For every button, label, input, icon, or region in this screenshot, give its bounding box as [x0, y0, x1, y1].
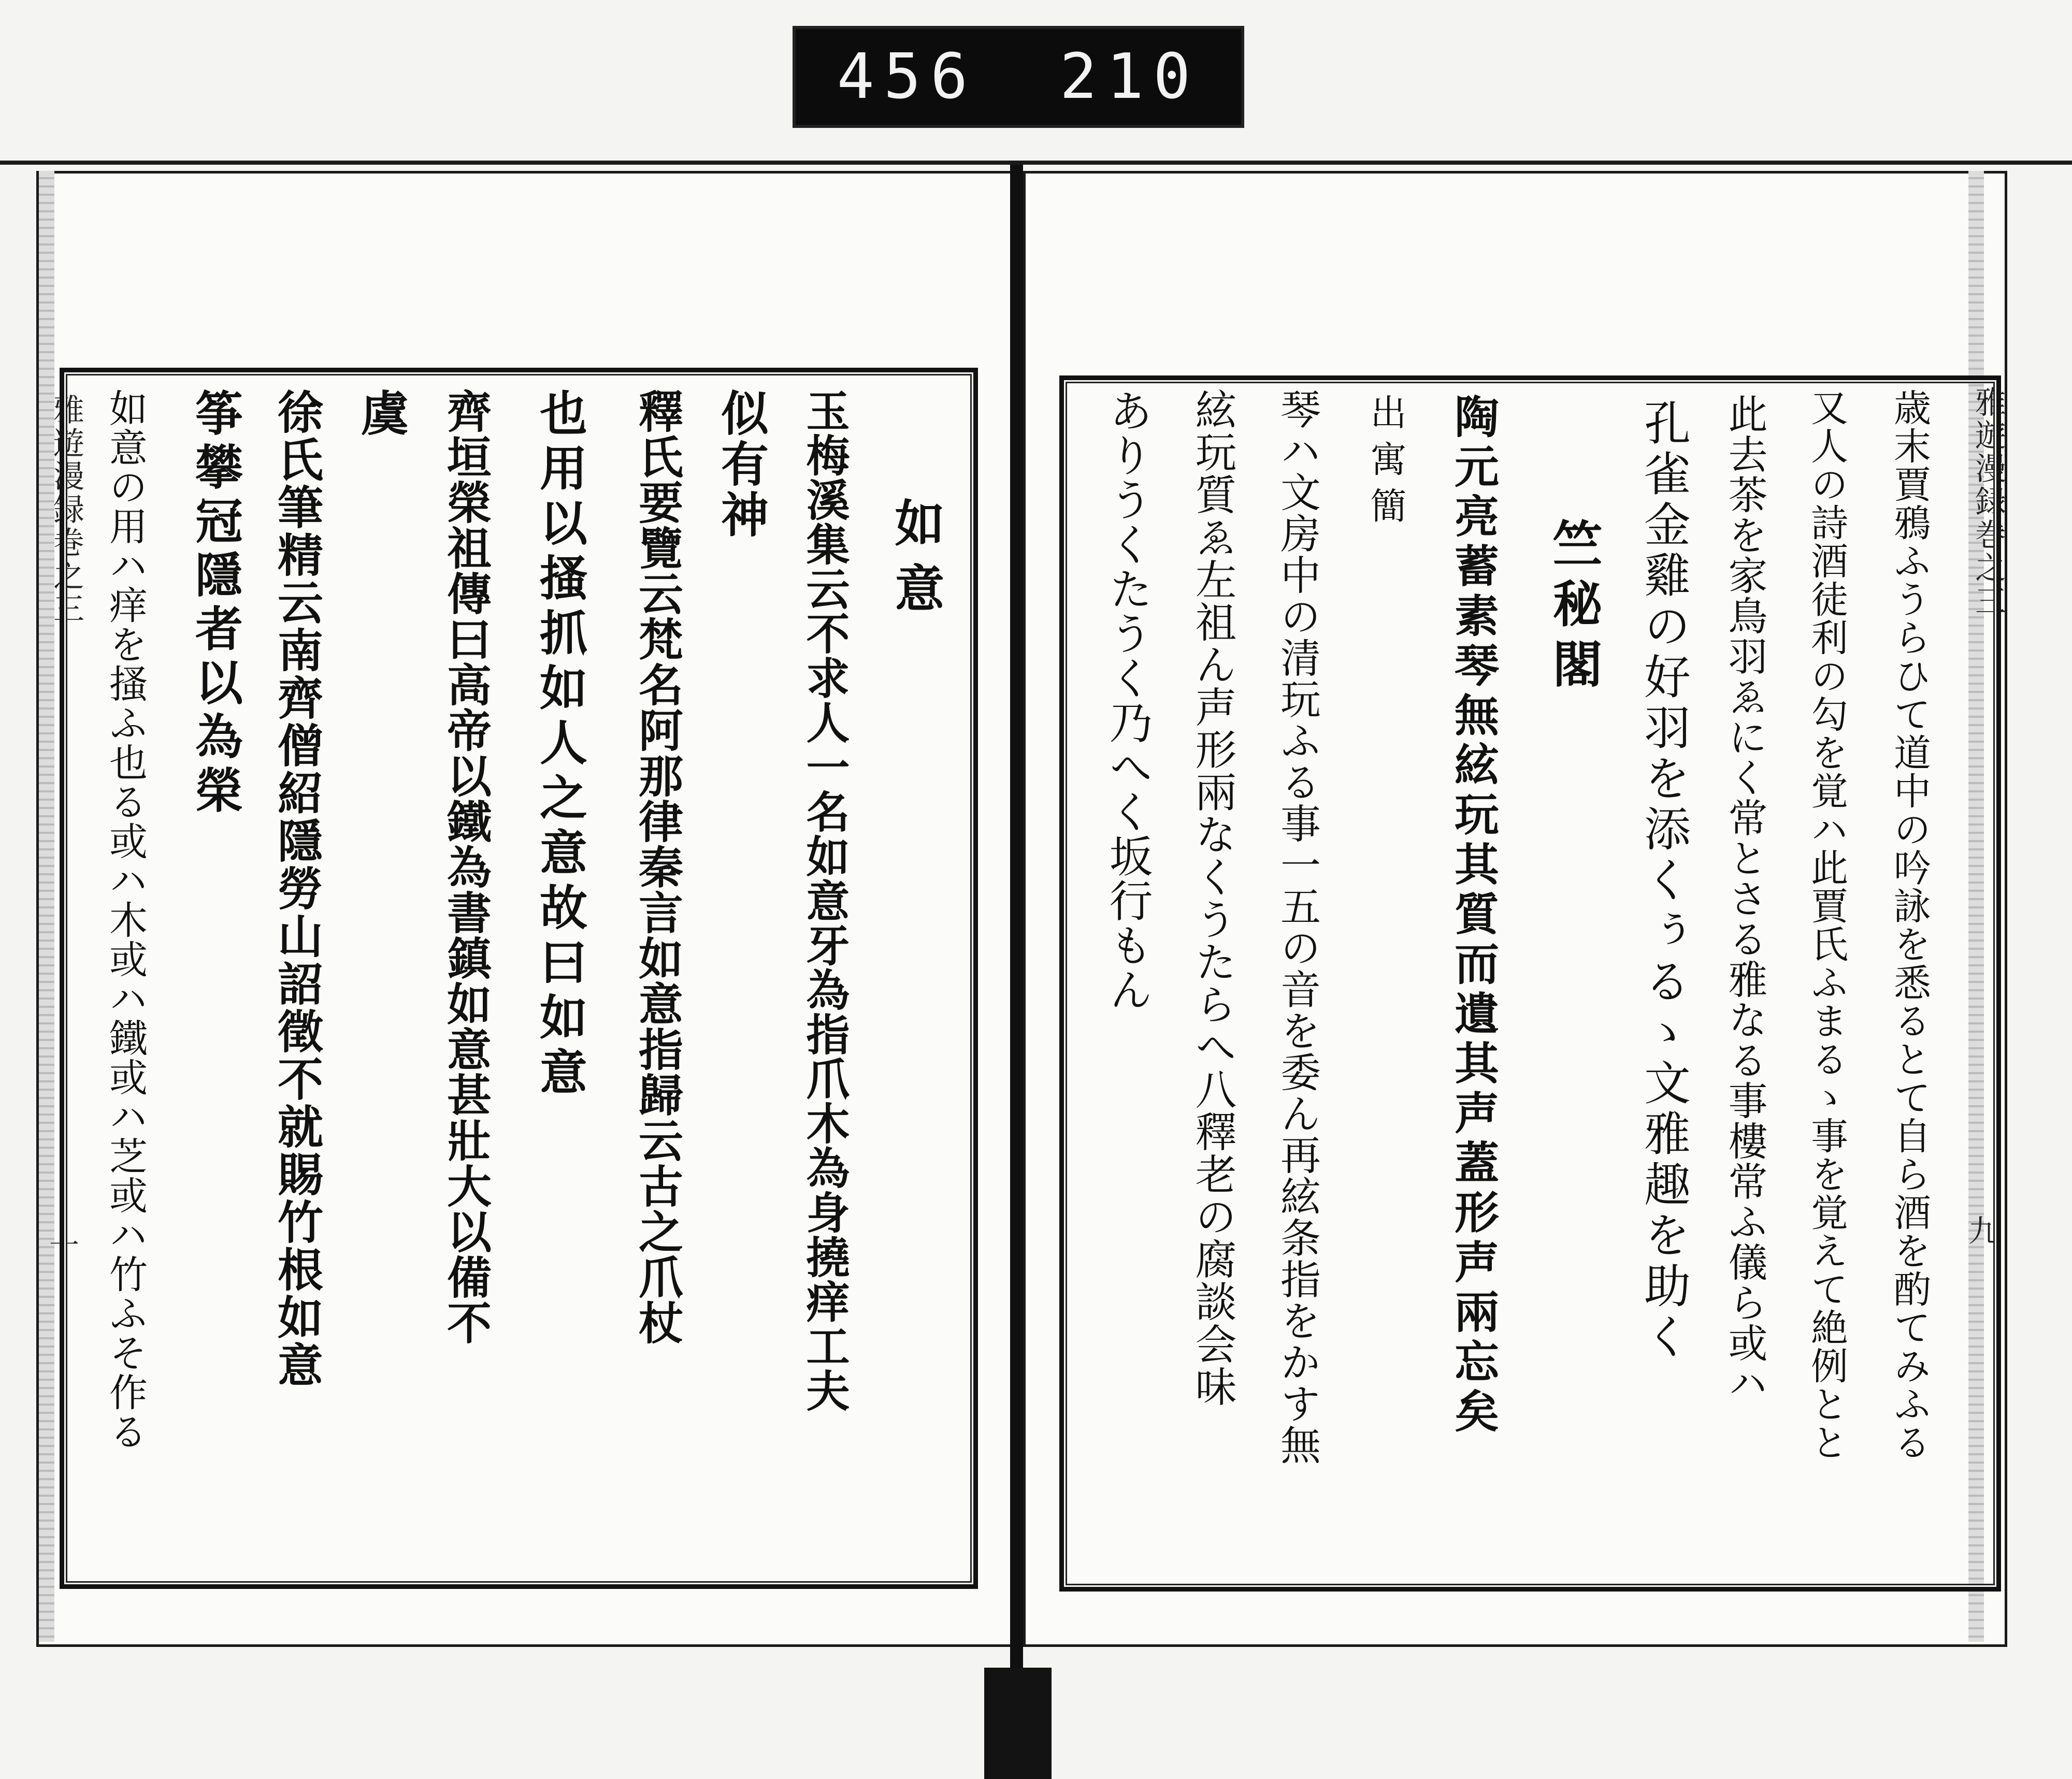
right-running-head: 雅遊漫録巻之三 [1970, 386, 2006, 618]
right-column-10: ありうくたうく乃へく坂行もん [1102, 388, 1153, 1012]
left-column-3: 釋氏要覽云梵名阿那律秦言如意指歸云古之爪杖 [631, 388, 683, 1346]
right-column-6: 陶元亮蓄素琴無絃玩其質而遺其声蓋形声兩忘矣 [1447, 394, 1499, 1438]
right-source-note: 出寓簡 [1364, 394, 1407, 533]
heading-nyoi: 如意 [887, 497, 945, 628]
left-folio: 十 [49, 1229, 80, 1264]
left-running-head: 雅遊漫録巻之三 [48, 394, 84, 626]
left-column-5: 齊垣榮祖傳曰高帝以鐵為書鎮如意甚壯大以備不 [439, 388, 492, 1346]
left-column-4: 也用以搔抓如人之意故曰如意 [532, 388, 588, 1102]
right-column-8: 琴ハ文房中の清玩ふる事一五の音を委ん再絃条指をかす無 [1274, 388, 1320, 1466]
left-column-7: 徐氏筆精云南齊僧紹隱勞山詔徵不就賜竹根如意 [270, 388, 324, 1389]
right-column-1: 歳末賈鴉ふうらひて道中の吟詠を悉るとて自ら酒を酌てみふる [1888, 388, 1931, 1462]
book-gutter [1010, 165, 1023, 1779]
right-folio: 九 [1968, 1213, 1999, 1249]
right-column-3: 此去茶を家鳥羽ゑにく常とさる雅なる事樓常ふ儀ら或ハ [1722, 394, 1768, 1404]
right-column-4: 孔雀金雞の好羽を添くぅるゝ文雅趣を助く [1636, 399, 1690, 1363]
left-column-9: 如意の用ハ痒を搔ふ也る或ハ木或ハ鐵或ハ芝或ハ竹ふそ作る [103, 388, 148, 1451]
left-column-2: 似有神 [713, 388, 769, 541]
microfilm-frame-counter [793, 26, 1244, 128]
frame-number: 210 [1059, 41, 1200, 113]
reel-number: 456 [837, 41, 977, 113]
left-column-8: 筝攀冠隱者以為榮 [188, 388, 243, 819]
right-heading-chikuhikaku: 竺秘閣 [1545, 518, 1603, 698]
left-column-1: 玉梅溪集云不求人一名如意牙為指爪木為身撓痒工夫 [799, 388, 851, 1413]
right-column-2: 又人の詩酒徒利の勾を覚ハ此賈氏ふまるゝ事を覚えて絶例とと [1805, 388, 1848, 1462]
right-column-9: 絃玩質ゑ左祖ん声形兩なくうたらへ八釋老の腐談会味 [1188, 388, 1236, 1408]
gutter-shadow [984, 1668, 1052, 1779]
left-column-6: 虞 [353, 388, 409, 439]
top-rule [0, 161, 2072, 165]
left-page-edge [39, 171, 54, 1642]
